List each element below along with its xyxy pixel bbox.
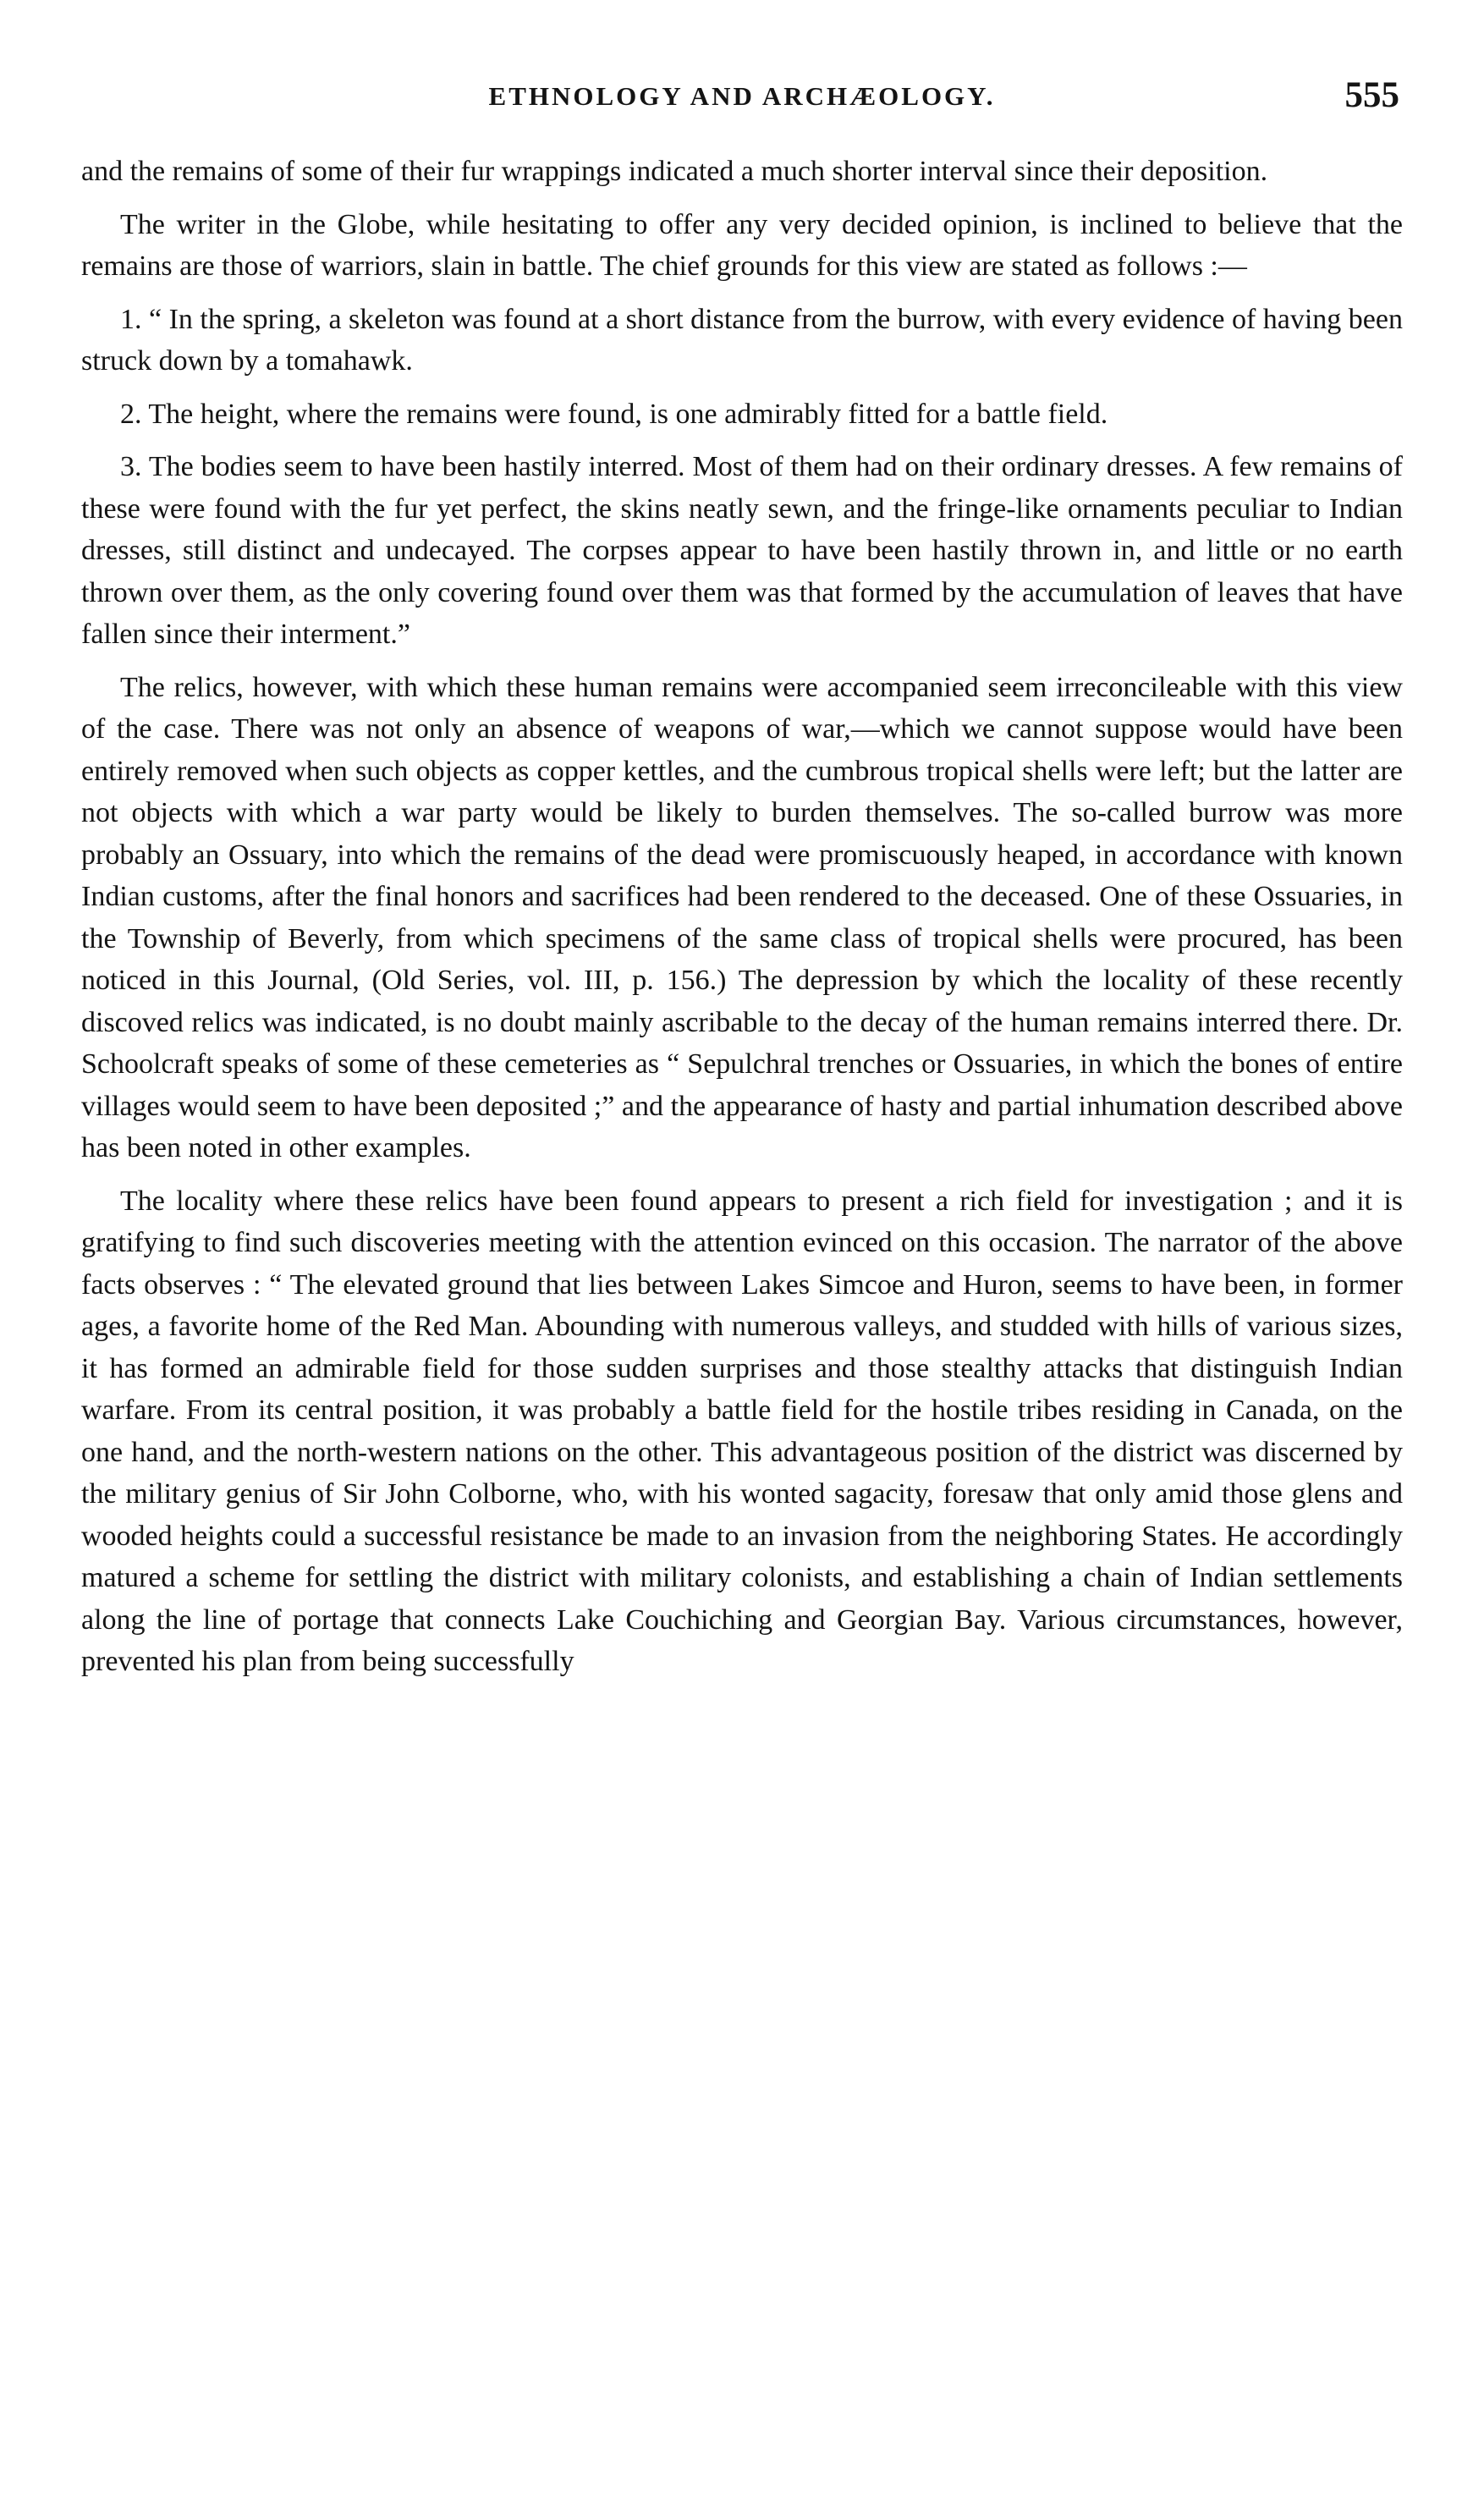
article-body: [81, 151, 1403, 1683]
running-header: [81, 74, 1403, 122]
numbered-point-2: 2. The height, where the remains were found, is one admirably fitted for a battle field.: [120, 398, 1108, 430]
paragraph-relics-ossuary: The relics, however, with which these human remains were accompanied seem irreconcileable with this view of the case. There was not only an absence of weapons of war,—which we cannot suppose would have been entirely removed when such objects as copper kettles, and the cumbrous tropical shells were left; but the latter are not objects with which a war party would be likely to burden themselves. The so-called burrow was more probably an Ossuary, into which the remains of the dead were promiscuously heaped, in accordance with known Indian customs, after the final honors and sacrifices had been rendered to the deceased. One of these Ossuaries, in the Township of Beverly, from which specimens of the same class of tropical shells were procured, has been noticed in this Journal, (Old Series, vol. III, p. 156.) The depression by which the locality of these recently discoved relics was indicated, is no doubt mainly ascribable to the decay of the human remains interred there. Dr. Schoolcraft speaks of some of these cemeteries as “ Sepulchral trenches or Ossuaries, in which the bones of entire villages would seem to have been deposited ;” and the appearance of hasty and partial inhumation described above has been noted in other examples.: [81, 671, 1403, 1163]
numbered-point-3: 3. The bodies seem to have been hastily interred. Most of them had on their ordinary dresses. A few remains of these were found with the fur yet perfect, the skins neatly sewn, and the fringe-like ornaments peculiar to Indian dresses, still distinct and undecayed. The corpses appear to have been hastily thrown in, and little or no earth thrown over them, as the only covering found over them was that formed by the accumulation of leaves that have fallen since their interment.”: [81, 451, 1403, 650]
running-title: ETHNOLOGY AND ARCHÆOLOGY.: [488, 81, 996, 111]
numbered-point-1: 1. “ In the spring, a skeleton was found at a short distance from the burrow, with every evidence of having been struck down by a tomahawk.: [81, 303, 1403, 377]
paragraph-globe-writer: The writer in the Globe, while hesitating to offer any very decided opinion, is inclined to believe that the remains are those of warriors, slain in battle. The chief grounds for this view are stated as follows :—: [81, 208, 1403, 282]
paragraph-continuation: and the remains of some of their fur wrappings indicated a much shorter interval since their deposition.: [81, 156, 1268, 187]
paragraph-locality: The locality where these relics have been found appears to present a rich field for investigation ; and it is gratifying to find such discoveries meeting with the attention evinced on this occasion. The narrator of the above facts observes : “ The elevated ground that lies between Lakes Simcoe and Huron, seems to have been, in former ages, a favorite home of the Red Man. Abounding with numerous valleys, and studded with hills of various sizes, it has formed an admirable field for those sudden surprises and those stealthy attacks that distinguish Indian warfare. From its central position, it was probably a battle field for the hostile tribes residing in Canada, on the one hand, and the north-western nations on the other. This advantageous position of the district was discerned by the military genius of Sir John Colborne, who, with his wonted sagacity, foresaw that only amid those glens and wooded heights could a successful resistance be made to an invasion from the neighboring States. He accordingly matured a scheme for settling the district with military colonists, and establishing a chain of Indian settlements along the line of portage that connects Lake Couchiching and Georgian Bay. Various circumstances, however, prevented his plan from being successfully: [81, 1185, 1403, 1677]
book-page: [81, 74, 1403, 1694]
page-number: 555: [1344, 75, 1399, 115]
